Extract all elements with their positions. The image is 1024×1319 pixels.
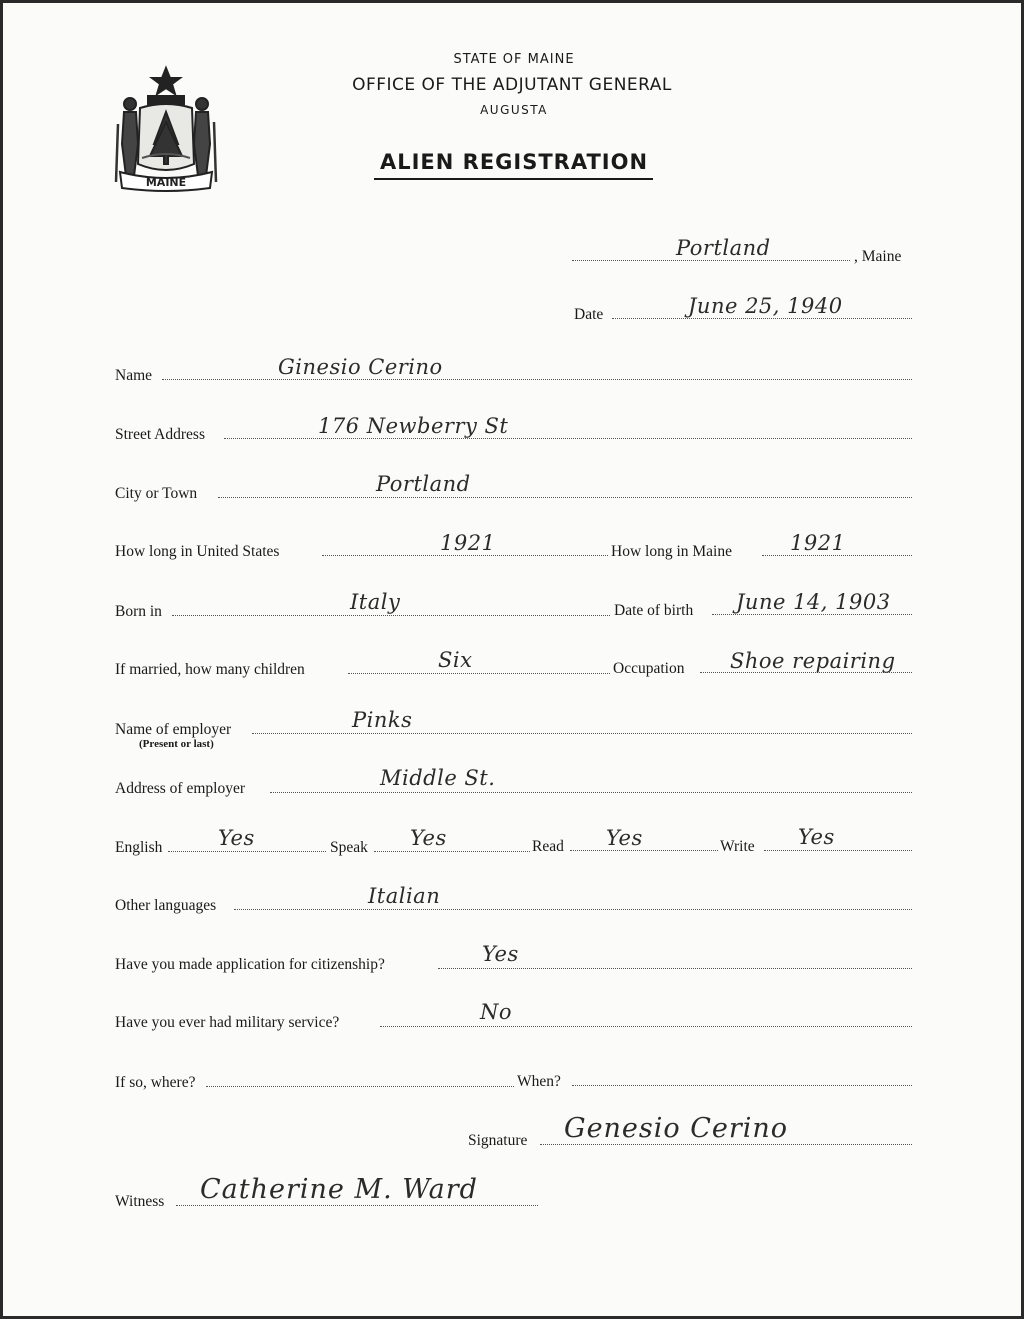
employer-line — [252, 733, 912, 734]
where-line — [206, 1086, 514, 1087]
english-line — [168, 851, 326, 852]
speak-label: Speak — [330, 839, 368, 856]
born-label: Born in — [115, 603, 162, 620]
date-value[interactable]: June 25, 1940 — [688, 294, 843, 318]
state-heading: STATE OF MAINE — [453, 52, 575, 67]
witness-line — [176, 1205, 538, 1206]
city-label: City or Town — [115, 485, 198, 502]
english-value[interactable]: Yes — [218, 826, 255, 850]
name-label: Name — [115, 367, 153, 384]
city-value[interactable]: Portland — [376, 472, 471, 496]
children-line — [348, 673, 610, 674]
children-label: If married, how many children — [115, 661, 305, 678]
read-label: Read — [532, 838, 564, 855]
where-label: If so, where? — [115, 1074, 196, 1091]
title-underline — [374, 178, 653, 180]
occupation-label: Occupation — [613, 660, 685, 677]
citizenship-label: Have you made application for citizenship? — [115, 956, 385, 973]
dob-value[interactable]: June 14, 1903 — [736, 590, 891, 614]
speak-value[interactable]: Yes — [410, 826, 447, 850]
employer-sublabel: (Present or last) — [139, 738, 214, 750]
city-heading: AUGUSTA — [480, 103, 548, 117]
signature-value[interactable]: Genesio Cerino — [564, 1113, 789, 1144]
occupation-value[interactable]: Shoe repairing — [730, 649, 896, 673]
born-line — [172, 615, 610, 616]
street-line — [224, 438, 912, 439]
speak-line — [374, 851, 530, 852]
children-value[interactable]: Six — [438, 648, 473, 672]
signature-line — [540, 1144, 912, 1145]
seal-banner-text: MAINE — [145, 176, 187, 189]
years-maine-label: How long in Maine — [611, 543, 732, 560]
years-maine-line — [762, 555, 912, 556]
place-value[interactable]: Portland — [676, 236, 771, 260]
witness-label: Witness — [115, 1193, 165, 1210]
when-label: When? — [517, 1073, 561, 1090]
city-line — [218, 497, 912, 498]
employer-value[interactable]: Pinks — [352, 708, 413, 732]
date-line — [612, 318, 912, 319]
other-languages-line — [234, 909, 912, 910]
employer-address-line — [270, 792, 912, 793]
citizenship-line — [438, 968, 912, 969]
employer-address-label: Address of employer — [115, 780, 245, 797]
place-line — [572, 260, 850, 261]
place-suffix: , Maine — [854, 248, 902, 265]
military-line — [380, 1026, 912, 1027]
dob-line — [712, 614, 912, 615]
employer-label: Name of employer — [115, 721, 232, 738]
name-line — [162, 379, 912, 380]
years-us-value[interactable]: 1921 — [440, 531, 496, 555]
other-languages-label: Other languages — [115, 897, 217, 914]
date-label: Date — [574, 306, 604, 323]
military-value[interactable]: No — [480, 1000, 513, 1024]
office-heading: OFFICE OF THE ADJUTANT GENERAL — [352, 75, 672, 95]
employer-address-value[interactable]: Middle St. — [380, 766, 496, 790]
years-maine-value[interactable]: 1921 — [790, 531, 846, 555]
witness-value[interactable]: Catherine M. Ward — [200, 1174, 478, 1205]
years-us-label: How long in United States — [115, 543, 280, 560]
other-languages-value[interactable]: Italian — [368, 884, 441, 908]
street-value[interactable]: 176 Newberry St — [318, 414, 509, 438]
write-label: Write — [720, 838, 755, 855]
dob-label: Date of birth — [614, 602, 694, 619]
write-value[interactable]: Yes — [798, 825, 835, 849]
english-label: English — [115, 839, 163, 856]
read-value[interactable]: Yes — [606, 826, 643, 850]
read-line — [570, 850, 718, 851]
citizenship-value[interactable]: Yes — [482, 942, 519, 966]
signature-label: Signature — [468, 1132, 528, 1149]
military-label: Have you ever had military service? — [115, 1014, 340, 1031]
born-value[interactable]: Italy — [350, 590, 401, 614]
form-title: ALIEN REGISTRATION — [379, 150, 649, 174]
years-us-line — [322, 555, 608, 556]
write-line — [764, 850, 912, 851]
street-label: Street Address — [115, 426, 205, 443]
when-line — [572, 1085, 912, 1086]
name-value[interactable]: Ginesio Cerino — [278, 355, 443, 379]
